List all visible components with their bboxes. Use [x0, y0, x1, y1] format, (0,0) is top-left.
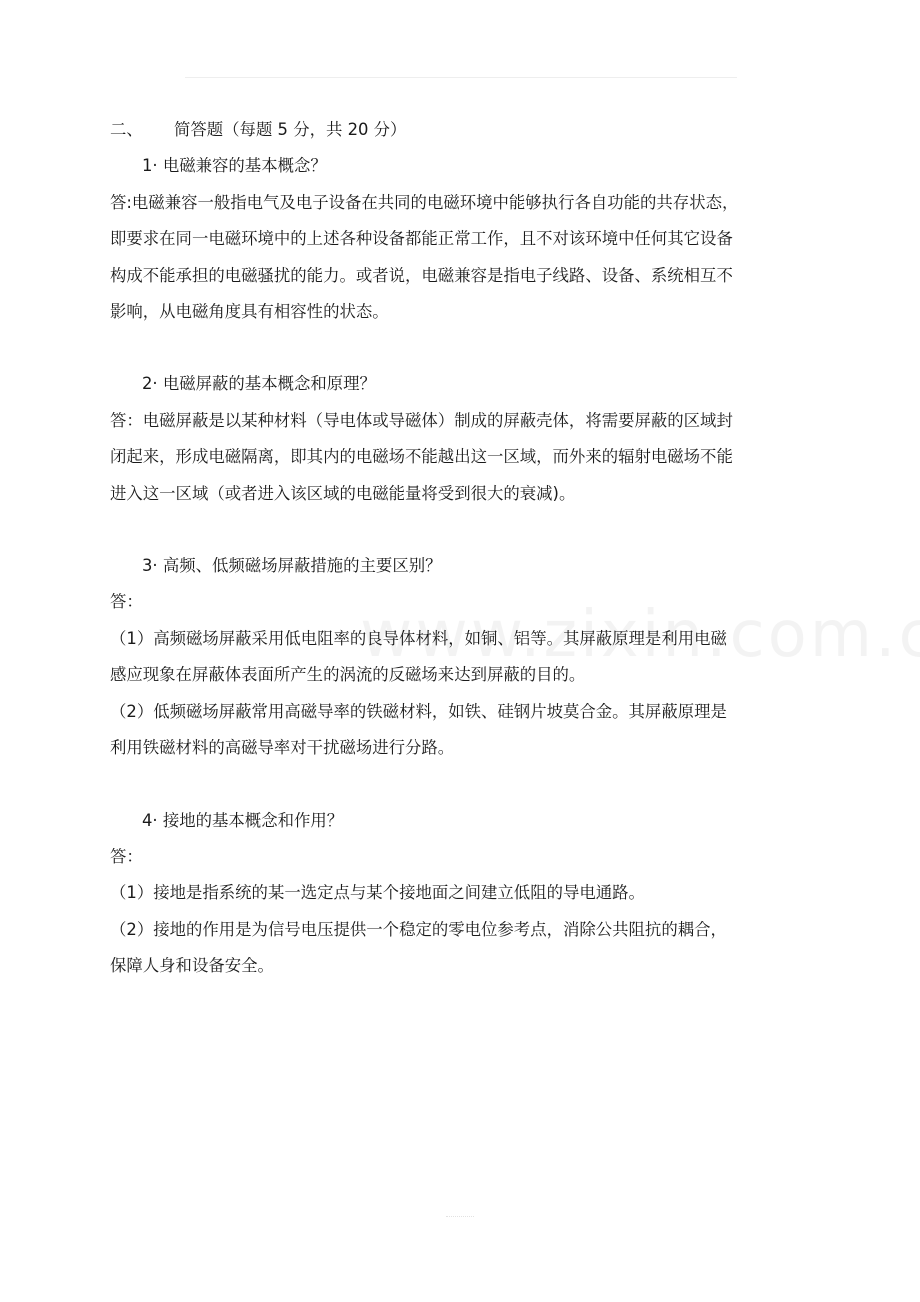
answer-line: 答：电磁屏蔽是以某种材料（导电体或导磁体）制成的屏蔽壳体，将需要屏蔽的区域封: [110, 410, 733, 430]
answer-line: 构成不能承担的电磁骚扰的能力。或者说，电磁兼容是指电子线路、设备、系统相互不: [110, 265, 733, 285]
question-prompt: 4· 接地的基本概念和作用？: [142, 810, 344, 830]
section-title: [110, 112, 822, 148]
answer-line: 影响，从电磁角度具有相容性的状态。: [110, 302, 389, 322]
question-block-2: [110, 366, 822, 512]
document-body: [110, 112, 822, 985]
question-block-4: [110, 803, 822, 985]
section-heading: 简答题（每题 5 分，共 20 分）: [174, 120, 407, 139]
question-block-1: [110, 148, 822, 330]
paragraph-gap: [110, 767, 822, 803]
answer-line: （1）高频磁场屏蔽采用低电阻率的良导体材料，如铜、铝等。其屏蔽原理是利用电磁: [110, 628, 727, 648]
question-prompt: 1· 电磁兼容的基本概念？: [142, 156, 327, 176]
question-block-3: [110, 548, 822, 766]
paragraph-gap: [110, 512, 822, 548]
paragraph-gap: [110, 330, 822, 366]
answer-line: 保障人身和设备安全。: [110, 956, 274, 976]
answer-line: （2）接地的作用是为信号电压提供一个稳定的零电位参考点，消除公共阻抗的耦合，: [110, 919, 727, 939]
footer-mark: [446, 1216, 474, 1217]
question-prompt: 2· 电磁屏蔽的基本概念和原理？: [142, 374, 376, 394]
answer-line: （1）接地是指系统的某一选定点与某个接地面之间建立低阻的导电通路。: [110, 883, 645, 903]
header-rule: [185, 77, 737, 78]
answer-line: （2）低频磁场屏蔽常用高磁导率的铁磁材料，如铁、硅钢片坡莫合金。其屏蔽原理是: [110, 701, 727, 721]
answer-line: 即要求在同一电磁环境中的上述各种设备都能正常工作，且不对该环境中任何其它设备: [110, 229, 733, 249]
answer-line: 进入这一区域（或者进入该区域的电磁能量将受到很大的衰减)。: [110, 483, 576, 503]
question-prompt: 3· 高频、低频磁场屏蔽措施的主要区别？: [142, 556, 442, 576]
answer-line: 闭起来，形成电磁隔离，即其内的电磁场不能越出这一区域，而外来的辐射电磁场不能: [110, 447, 733, 467]
answer-line: 答：: [110, 592, 143, 612]
answer-line: 感应现象在屏蔽体表面所产生的涡流的反磁场来达到屏蔽的目的。: [110, 665, 586, 685]
answer-line: 答:电磁兼容一般指电气及电子设备在共同的电磁环境中能够执行各自功能的共存状态，: [110, 192, 739, 212]
answer-line: 答：: [110, 846, 143, 866]
section-number: 二、: [110, 120, 143, 139]
answer-line: 利用铁磁材料的高磁导率对干扰磁场进行分路。: [110, 738, 455, 758]
